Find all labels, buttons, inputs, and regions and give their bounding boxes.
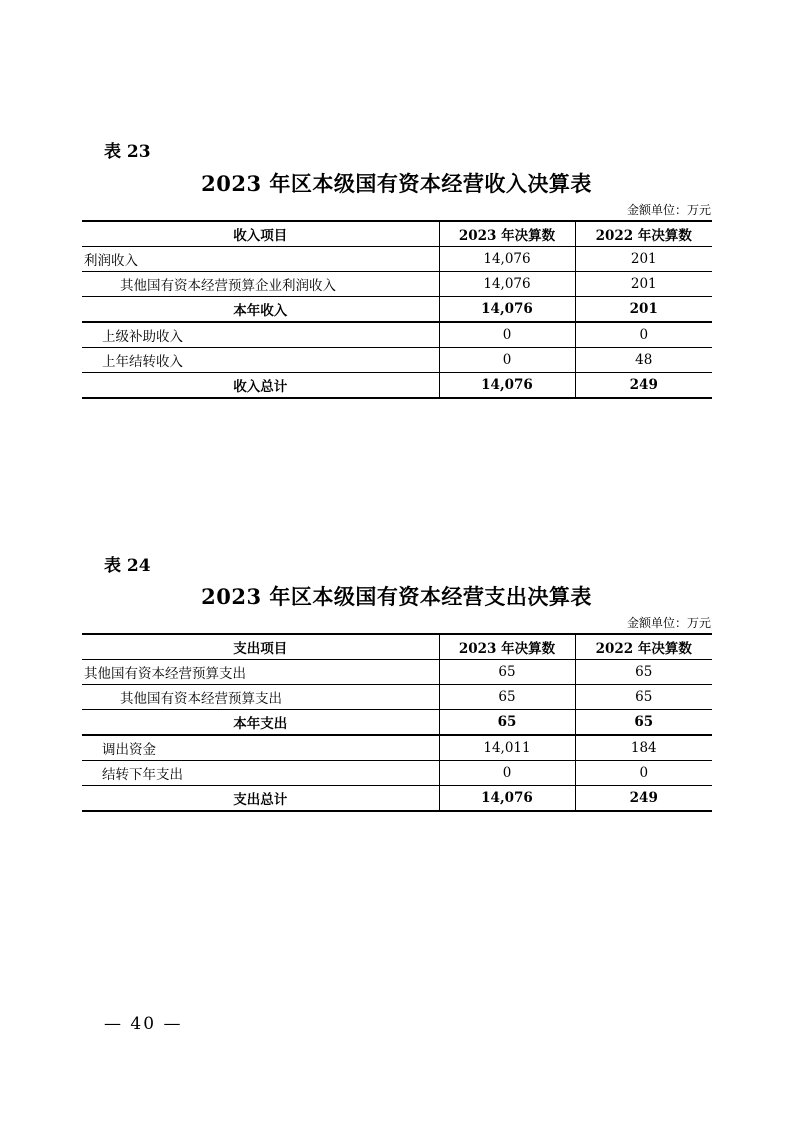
row-label: 收入总计 — [82, 373, 439, 399]
row-2023: 0 — [439, 322, 575, 348]
table-23 — [82, 220, 712, 399]
row-2023: 65 — [439, 660, 575, 685]
row-2022: 201 — [575, 247, 712, 272]
row-label: 上年结转收入 — [82, 348, 439, 373]
table-row — [82, 660, 712, 685]
row-2022: 65 — [575, 710, 712, 736]
table-row — [82, 322, 712, 348]
table-row — [82, 735, 712, 761]
table-24-title: 2023 年区本级国有资本经营支出决算表 — [201, 584, 592, 609]
row-2022: 0 — [575, 761, 712, 786]
header-2022: 2022 年决算数 — [575, 221, 712, 247]
table-row — [82, 247, 712, 272]
header-2023: 2023 年决算数 — [439, 221, 575, 247]
row-2023: 14,076 — [439, 297, 575, 323]
header-2023: 2023 年决算数 — [439, 634, 575, 660]
row-label: 其他国有资本经营预算企业利润收入 — [82, 272, 439, 297]
row-2023: 65 — [439, 685, 575, 710]
table-23-unit: 金额单位：万元 — [626, 203, 711, 217]
header-item: 支出项目 — [82, 634, 439, 660]
row-2022: 48 — [575, 348, 712, 373]
row-2022: 65 — [575, 685, 712, 710]
row-2023: 0 — [439, 348, 575, 373]
table-24-tag: 表 24 — [104, 556, 151, 576]
table-row — [82, 761, 712, 786]
row-label: 本年收入 — [82, 297, 439, 323]
row-label: 支出总计 — [82, 786, 439, 812]
row-2022: 201 — [575, 272, 712, 297]
row-2022: 249 — [575, 786, 712, 812]
table-24-unit: 金额单位：万元 — [626, 616, 711, 630]
row-2022: 201 — [575, 297, 712, 323]
subtotal-row — [82, 297, 712, 323]
total-row — [82, 373, 712, 399]
table-header-row — [82, 634, 712, 660]
row-label: 调出资金 — [82, 735, 439, 761]
row-2022: 184 — [575, 735, 712, 761]
row-2022: 65 — [575, 660, 712, 685]
row-2023: 14,011 — [439, 735, 575, 761]
row-2023: 65 — [439, 710, 575, 736]
header-2022: 2022 年决算数 — [575, 634, 712, 660]
row-2023: 14,076 — [439, 247, 575, 272]
row-label: 其他国有资本经营预算支出 — [82, 660, 439, 685]
table-row — [82, 348, 712, 373]
row-label: 利润收入 — [82, 247, 439, 272]
total-row — [82, 786, 712, 812]
table-23-tag: 表 23 — [104, 142, 151, 162]
row-2023: 14,076 — [439, 272, 575, 297]
table-23-title: 2023 年区本级国有资本经营收入决算表 — [201, 171, 592, 196]
subtotal-row — [82, 710, 712, 736]
table-24 — [82, 633, 712, 812]
row-label: 结转下年支出 — [82, 761, 439, 786]
row-label: 本年支出 — [82, 710, 439, 736]
header-item: 收入项目 — [82, 221, 439, 247]
row-2022: 249 — [575, 373, 712, 399]
row-2023: 0 — [439, 761, 575, 786]
table-row — [82, 272, 712, 297]
row-2022: 0 — [575, 322, 712, 348]
page-number: — 40 — — [104, 1014, 183, 1034]
row-2023: 14,076 — [439, 786, 575, 812]
row-2023: 14,076 — [439, 373, 575, 399]
row-label: 上级补助收入 — [82, 322, 439, 348]
table-header-row — [82, 221, 712, 247]
row-label: 其他国有资本经营预算支出 — [82, 685, 439, 710]
table-row — [82, 685, 712, 710]
